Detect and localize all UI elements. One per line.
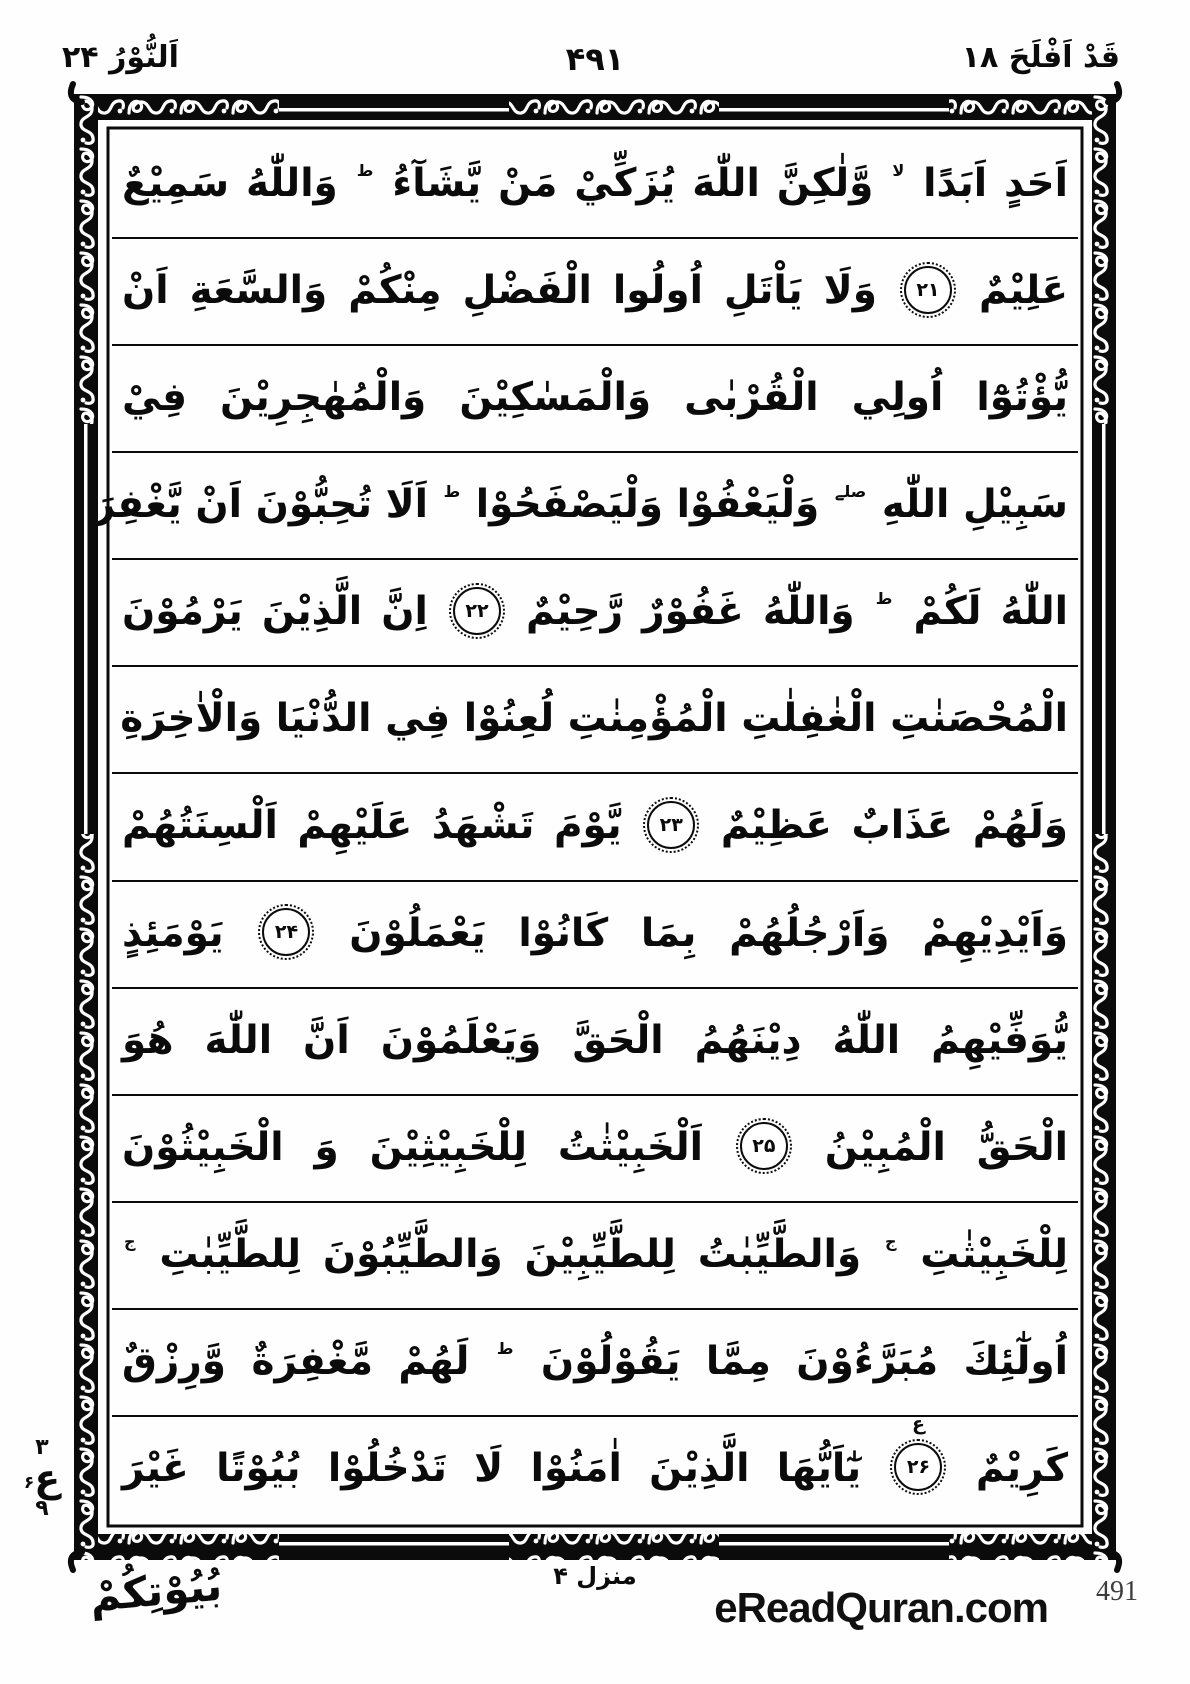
border-top-band [74,94,1116,120]
ruku-ayn-letter: ع [34,1456,61,1501]
ayah-words: وَلْيَعْفُوْا وَلْيَصْفَحُوْا [475,482,820,528]
corner-flourish-top-left [71,84,82,102]
ayah-words: لِلْخَبِيْثٰتِ [920,1231,1069,1277]
ayah-words: يَّوْمَ تَشْهَدُ عَلَيْهِمْ اَلْسِنَتُهُمْ [122,803,622,849]
ayah-words: وَالطَّيِّبٰتُ لِلطَّيِّبِيْنَ وَالطَّيِّبُوْنَ لِلطَّيِّبٰتِ [159,1231,862,1277]
ayah-end-marker [453,587,501,635]
ayah-words: يٰٓاَيُّهَا الَّذِيْنَ اٰمَنُوْا لَا تَدْخُلُوْا بُيُوْتًا غَيْرَ [122,1445,862,1491]
ayah-words: وَاَيْدِيْهِمْ وَاَرْجُلُهُمْ بِمَا كَانُوْا يَعْمَلُوْنَ [349,910,1069,956]
quran-line-13 [112,1413,1078,1522]
ayah-words: اُولٰٓئِكَ مُبَرَّءُوْنَ مِمَّا يَقُوْلُوْنَ [540,1338,1069,1384]
corner-flourish-bottom-right [1108,1552,1119,1570]
ayah-words: يُّؤْتُوْٓا اُولِي الْقُرْبٰى وَالْمَسٰكِيْنَ وَالْمُهٰجِرِيْنَ فِيْ [122,375,1068,421]
ayah-words: سَبِيْلِ اللّٰهِ [881,482,1068,528]
quran-text-area [92,132,1078,1522]
margin-ruku-marker [16,1436,68,1520]
ayah-end-marker [740,1122,788,1170]
ayah-words: لَهُمْ مَّغْفِرَةٌ وَّرِزْقٌ [122,1338,470,1384]
quran-line-6 [112,667,1078,774]
quran-line-4: سَبِيْلِ اللّٰهِ صلے وَلْيَعْفُوْا وَلْيَصْفَحُوْا ط اَلَا تُحِبُّوْنَ اَنْ يَّغْفِرَ [112,453,1078,560]
ayah-words: اَلْخَبِيْثٰتُ لِلْخَبِيْثِيْنَ وَ الْخَبِيْثُوْنَ [122,1124,704,1170]
ayah-end-marker [262,908,310,956]
ayah-number: ۲۵ [752,1135,776,1158]
page-number-arabic: ۴۹۱ [565,40,625,78]
ayah-number: ۲۱ [916,278,940,301]
quran-line-8 [112,882,1078,989]
ayah-number: ۲۶ [906,1456,931,1479]
quran-line-12: اُولٰٓئِكَ مُبَرَّءُوْنَ مِمَّا يَقُوْلُوْنَ ط لَهُمْ مَّغْفِرَةٌ وَّرِزْقٌ [112,1310,1078,1417]
ayah-words: يُّوَفِّيْهِمُ اللّٰهُ دِيْنَهُمُ الْحَقَّ وَيَعْلَمُوْنَ اَنَّ اللّٰهَ هُوَ [122,1017,1068,1063]
ayah-words: كَرِيْمٌ [975,1445,1069,1491]
ayah-words: عَلِيْمٌ [978,268,1069,314]
ayah-number: ۲۳ [659,813,683,836]
ayah-end-marker [904,266,952,314]
ayah-words: وَاللّٰهُ غَفُوْرٌ رَّحِيْمٌ [526,589,855,635]
page-number: 491 [1096,1576,1138,1607]
corner-flourish-bottom-left [71,1552,82,1570]
ruku-count: ۳ [35,1435,49,1460]
quran-line-3 [112,346,1078,453]
surah-name-label: اَلنُّوْرُ ۲۴ [62,40,179,75]
ayah-words: الْحَقُّ الْمُبِيْنُ [824,1124,1068,1170]
ayah-words: اللّٰهُ لَكُمْ [913,589,1069,635]
ayah-words: اَلَا تُحِبُّوْنَ اَنْ يَّغْفِرَ [92,482,428,528]
ayah-words: اَحَدٍ اَبَدًا [923,161,1069,206]
ayah-number: ۲۲ [465,599,489,622]
ayah-words: الْمُحْصَنٰتِ الْغٰفِلٰتِ الْمُؤْمِنٰتِ لُعِنُوْا فِي الدُّنْيَا وَالْاٰخِرَةِ [120,696,1068,742]
watermark-text: eReadQuran.com [714,1584,1048,1631]
ruku-bottom-number: ۹ [35,1496,49,1522]
ayah-words: اِنَّ الَّذِيْنَ يَرْمُوْنَ [122,589,428,635]
ayah-words: وَاللّٰهُ سَمِيْعٌ [122,161,338,206]
quran-line-9 [112,989,1078,1096]
catchword: بُيُوْتِكُمْ [87,1560,224,1621]
ruku-ayn-mark: ع [911,1413,925,1436]
ruku-middle-number: ۶ [23,1473,35,1494]
quran-line-1: اَحَدٍ اَبَدًا لا وَّلٰكِنَّ اللّٰهَ يُزَكِّيْ مَنْ يَّشَآءُ ط وَاللّٰهُ سَمِيْعٌ [112,132,1078,239]
quran-line-10 [112,1096,1078,1203]
quran-line-5: اللّٰهُ لَكُمْ ط وَاللّٰهُ غَفُوْرٌ رَّحِيْمٌ ۲۲ اِنَّ الَّذِيْنَ يَرْمُوْنَ [112,560,1078,667]
ayah-number: ۲۴ [274,921,299,944]
ayah-end-marker [894,1413,942,1491]
manzil-label: منزل ۴ [553,1562,637,1590]
ayah-words: يَوْمَئِذٍ [122,910,224,956]
ayah-words: وَّلٰكِنَّ اللّٰهَ يُزَكِّيْ مَنْ يَّشَآءُ [392,161,874,206]
quran-line-7 [112,774,1078,881]
border-bottom-band [74,1534,1116,1560]
ayah-end-marker [647,801,695,849]
juz-name-label: قَدْ اَفْلَحَ ۱۸ [961,40,1120,75]
ayah-words: وَلَا يَاْتَلِ اُولُوا الْفَضْلِ مِنْكُمْ وَالسَّعَةِ اَنْ [122,268,877,314]
quran-line-11: لِلْخَبِيْثٰتِ ج وَالطَّيِّبٰتُ لِلطَّيِّبِيْنَ وَالطَّيِّبُوْنَ لِلطَّيِّبٰتِ ج [112,1203,1078,1310]
ayah-words: وَلَهُمْ عَذَابٌ عَظِيْمٌ [720,803,1069,849]
corner-flourish-top-right [1108,84,1119,102]
quran-line-2 [112,239,1078,346]
